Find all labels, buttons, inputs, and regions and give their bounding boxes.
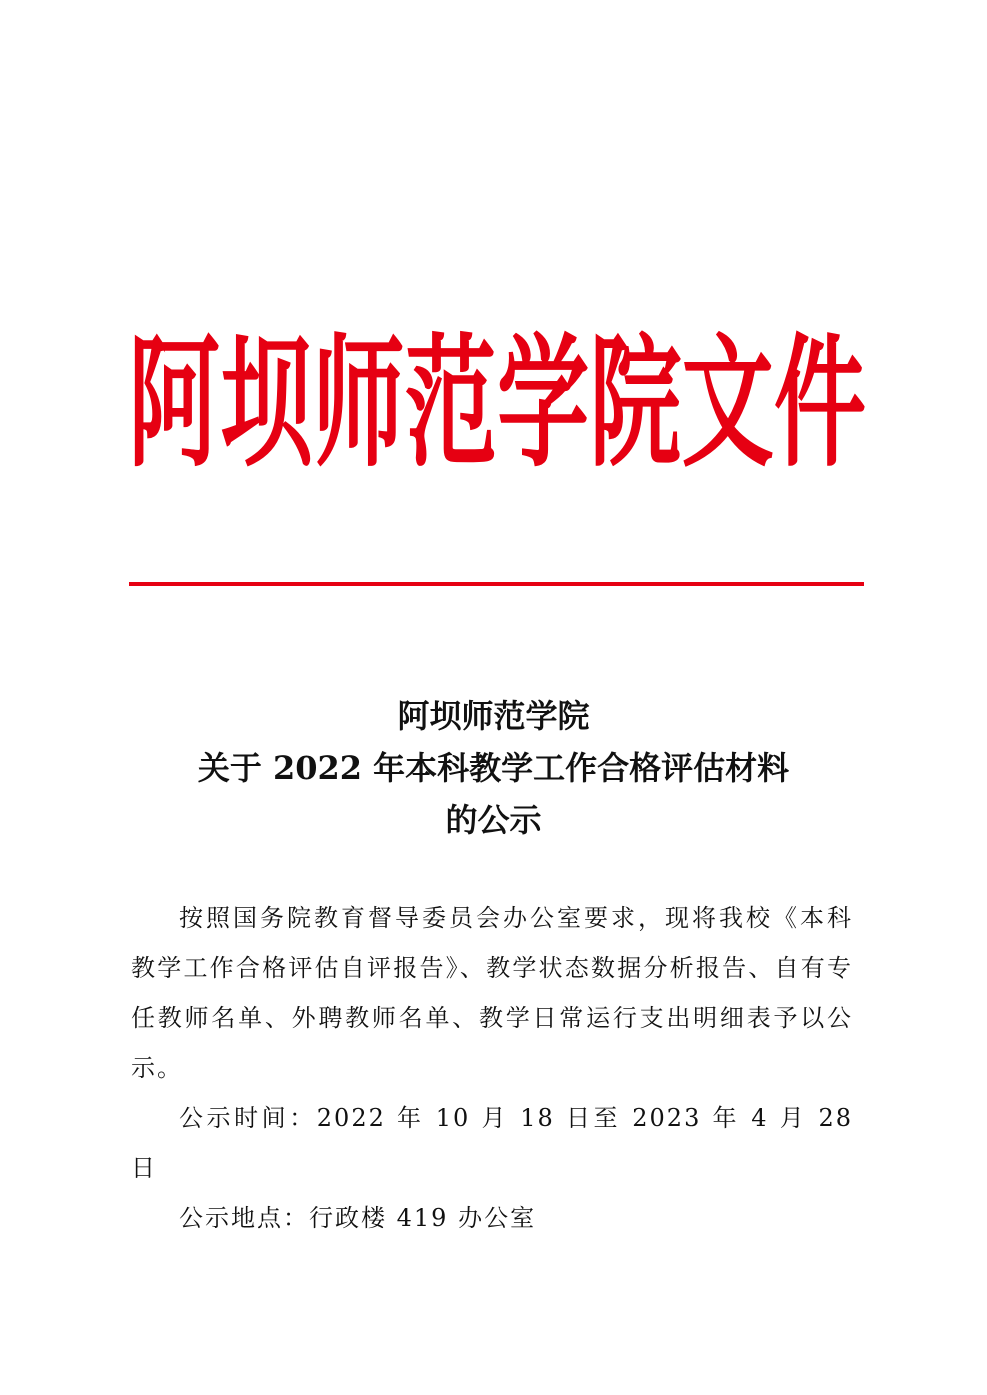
body-paragraph: 按照国务院教育督导委员会办公室要求，现将我校《本科教学工作合格评估自评报告》、教学状态数据分析报告、自有专任教师名单、外聘教师名单、教学日常运行支出明细表予以公示。 xyxy=(131,904,853,1082)
document-body xyxy=(131,893,853,1243)
notice-place: 公示地点：行政楼 419 办公室 xyxy=(179,1204,537,1232)
title-line-1: 阿坝师范学院 xyxy=(397,697,590,735)
letterhead-char: 坝 xyxy=(220,319,313,487)
document-title xyxy=(100,690,887,846)
letterhead-char: 范 xyxy=(404,319,497,487)
letterhead-char: 师 xyxy=(312,319,405,487)
letterhead-char: 文 xyxy=(681,319,774,487)
letterhead-char: 学 xyxy=(497,319,590,487)
letterhead-title xyxy=(128,318,866,488)
letterhead-char: 件 xyxy=(773,319,866,487)
title-line-3: 的公示 xyxy=(445,801,542,839)
letterhead-char: 阿 xyxy=(128,319,221,487)
letterhead-divider xyxy=(129,582,864,586)
title-line-2: 关于 2022 年本科教学工作合格评估材料 xyxy=(197,749,790,787)
notice-time: 公示时间：2022 年 10 月 18 日至 2023 年 4 月 28 日 xyxy=(131,1104,853,1182)
letterhead-char: 院 xyxy=(589,319,682,487)
